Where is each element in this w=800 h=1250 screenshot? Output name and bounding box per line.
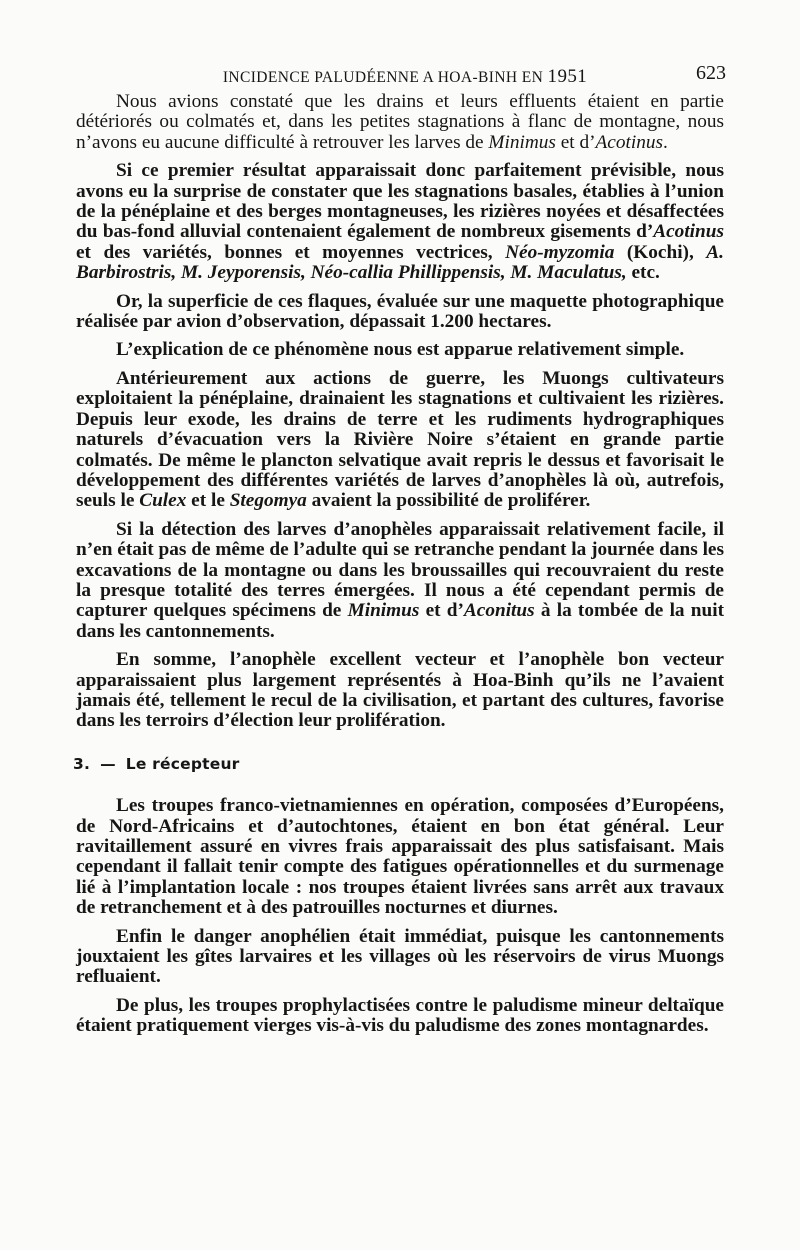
species-name: Culex	[139, 490, 187, 512]
species-name: Aconitus	[463, 600, 535, 622]
running-title-year: 1951	[547, 66, 588, 87]
section-dash: —	[100, 754, 116, 773]
section-number: 3.	[73, 754, 91, 773]
paragraph-1: Nous avions constaté que les drains et leurs effluents étaient en partie détériorés ou colmatés et, dans les petites stagnations à flanc de montagne, nous n’avons eu aucune difficulté à retrouver les larves de Minimus et d’Acotinus.	[76, 91, 724, 153]
paragraph-2: Si ce premier résultat apparaissait donc parfaitement prévisible, nous avons eu la surprise de constater que les stagnations basales, établies à l’union de la pénéplaine et des berges montagneuses, les rizières noyées et désaffectées du bas-fond alluvial contenaient également de nombreux gisements d’Acotinus et des variétés, bonnes et moyennes vectrices, Néo-myzomia (Kochi), A. Barbirostris, M. Jeyporensis, Néo-callia Phillippensis, M. Maculatus, etc.	[76, 160, 724, 284]
running-title	[76, 66, 724, 88]
running-header	[76, 58, 724, 92]
species-name: Acotinus	[595, 131, 664, 153]
paragraph-5: Antérieurement aux actions de guerre, les Muongs cultivateurs exploitaient la pénéplaine, drainaient les stagnations et cultivaient les rizières. Depuis leur exode, les drains de terre et les rudiments hydrographiques naturels d’évacuation vers la Rivière Noire s’étaient en grande partie colmatés. De même le plancton selvatique avait repris le dessus et favorisait le développement des différentes variétés de larves d’anophèles là où, autrefois, seuls le Culex et le Stegomya avaient la possibilité de proliférer.	[76, 367, 724, 512]
species-name: Néo-myzomia	[505, 241, 615, 263]
species-name: Stegomya	[229, 490, 307, 512]
paragraph-4: L’explication de ce phénomène nous est apparue relativement simple.	[116, 339, 685, 361]
paragraph-6: Si la détection des larves d’anophèles apparaissait relativement facile, il n’en était pas de même de l’adulte qui se retranche pendant la journée dans les excavations de la montagne ou dans les broussailles qui recouvraient du reste la presque totalité des terres émergées. Il nous a été cependant permis de capturer quelques spécimens de Minimus et d’Aconitus à la tombée de la nuit dans les cantonnements.	[76, 518, 724, 642]
paragraph-10: De plus, les troupes prophylactisées contre le paludisme mineur deltaïque étaient pratiquement vierges vis-à-vis du paludisme des zones montagnardes.	[76, 994, 724, 1037]
paragraph-9: Enfin le danger anophélien était immédiat, puisque les cantonnements jouxtaient les gîtes larvaires et les villages où les réservoirs de virus Muongs refluaient.	[76, 925, 724, 988]
species-name: Acotinus	[653, 221, 724, 243]
section-title: Le récepteur	[125, 754, 240, 773]
body-text	[73, 91, 724, 1037]
paragraph-3: Or, la superficie de ces flaques, évaluée sur une maquette photographique réalisée par avion d’observation, dépassait 1.200 hectares.	[76, 290, 724, 333]
species-name: Minimus	[347, 600, 420, 622]
section-heading	[73, 754, 724, 774]
running-title-text: INCIDENCE PALUDÉENNE A HOA-BINH EN	[222, 69, 544, 86]
species-list: A. Barbirostris, M. Jeyporensis, Néo-callia Phillippensis, M. Maculatus,	[76, 241, 724, 284]
page-number: 623	[696, 62, 726, 84]
paragraph-8: Les troupes franco-vietnamiennes en opération, composées d’Européens, de Nord-Africains et d’autochtones, étaient en bon état général. Leur ravitaillement assuré en vivres frais apparaissait des plus satisfaisant. Mais cependant il fallait tenir compte des fatigues opérationnelles et du surmenage lié à l’implantation locale : nos troupes étaient livrées sans arrêt aux travaux de retranchement et à des patrouilles nocturnes et diurnes.	[76, 795, 724, 919]
paragraph-7: En somme, l’anophèle excellent vecteur et l’anophèle bon vecteur apparaissaient plus largement représentés à Hoa-Binh qu’ils ne l’avaient jamais été, tellement le recul de la civilisation, et partant des cultures, favorise dans les terroirs d’élection leur prolifération.	[76, 649, 724, 732]
species-name: Minimus	[488, 131, 556, 153]
